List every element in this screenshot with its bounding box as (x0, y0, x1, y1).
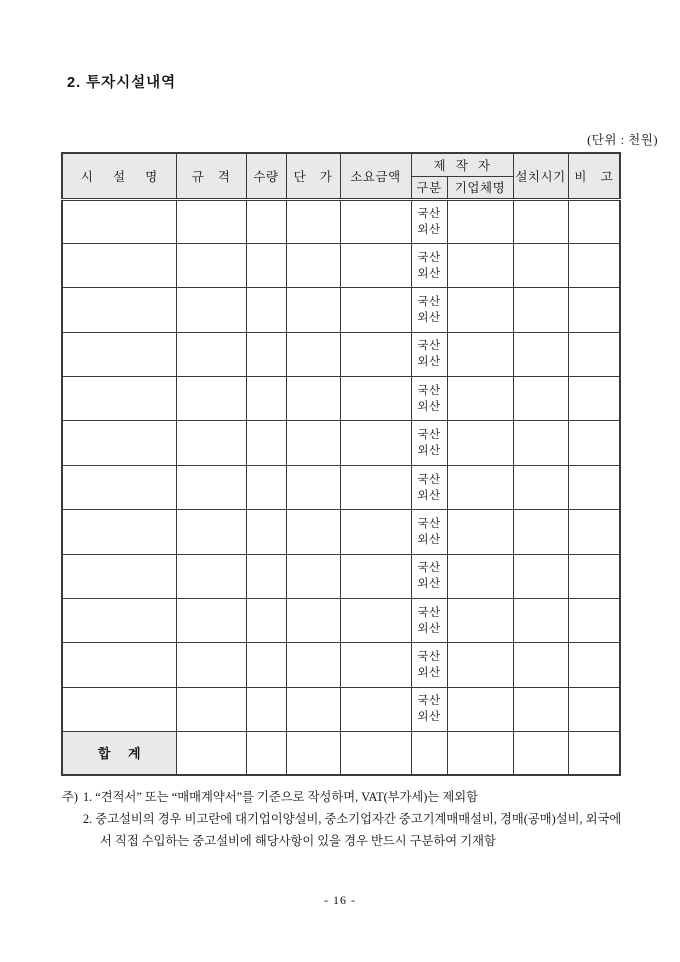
header-unit-price: 단 가 (286, 153, 340, 199)
header-company-name: 기업체명 (447, 176, 513, 199)
table-header (62, 153, 620, 199)
cell-company-name (447, 288, 513, 332)
cell-facility-name (62, 510, 176, 554)
cell-company-name (447, 465, 513, 509)
cell-company-name (447, 510, 513, 554)
division-foreign-label: 외산 (417, 489, 441, 502)
cell-install-time (513, 554, 568, 598)
cell-division (411, 377, 447, 421)
table-row (62, 243, 620, 287)
cell-amount (340, 554, 411, 598)
cell-amount (340, 288, 411, 332)
cell-company-name (447, 554, 513, 598)
cell-remarks (568, 554, 620, 598)
cell-amount (340, 199, 411, 243)
cell-facility-name (62, 288, 176, 332)
cell-amount (340, 599, 411, 643)
table-row (62, 465, 620, 509)
cell-unit-price (286, 288, 340, 332)
cell-division (411, 554, 447, 598)
table-row (62, 377, 620, 421)
total-label-cell: 합 계 (62, 732, 176, 775)
cell-division (411, 599, 447, 643)
cell-remarks (568, 243, 620, 287)
cell-quantity (246, 421, 286, 465)
table-row (62, 554, 620, 598)
cell-spec (176, 687, 246, 731)
footnote-item-1: 1. “견적서” 또는 “매매계약서”를 기준으로 작성하며, VAT(부가세)는 제외함 (82, 790, 478, 804)
cell-company-name (447, 687, 513, 731)
cell-company-name (447, 643, 513, 687)
cell-install-time (513, 243, 568, 287)
division-foreign-label: 외산 (417, 667, 441, 680)
cell-remarks (568, 288, 620, 332)
division-foreign-label: 외산 (417, 223, 441, 236)
division-domestic-label: 국산 (417, 251, 441, 264)
table-row (62, 510, 620, 554)
cell-facility-name (62, 687, 176, 731)
cell-amount (340, 243, 411, 287)
division-domestic-label: 국산 (417, 651, 441, 664)
cell-spec (176, 554, 246, 598)
cell-division (411, 643, 447, 687)
cell-quantity (246, 377, 286, 421)
page-number: - 16 - (324, 893, 356, 907)
header-division: 구분 (411, 176, 447, 199)
division-domestic-label: 국산 (417, 340, 441, 353)
cell-remarks (568, 465, 620, 509)
cell-quantity (246, 599, 286, 643)
division-foreign-label: 외산 (417, 711, 441, 724)
cell-quantity (246, 332, 286, 376)
cell-unit-price (286, 643, 340, 687)
division-domestic-label: 국산 (417, 207, 441, 220)
table-row (62, 643, 620, 687)
cell-install-time (513, 332, 568, 376)
cell-remarks (568, 377, 620, 421)
division-foreign-label: 외산 (417, 445, 441, 458)
cell-install-time (513, 199, 568, 243)
cell-remarks (568, 421, 620, 465)
header-amount: 소요금액 (340, 153, 411, 199)
cell-amount (340, 643, 411, 687)
cell-quantity (246, 288, 286, 332)
cell-quantity (246, 643, 286, 687)
cell-quantity (246, 199, 286, 243)
cell-quantity (246, 687, 286, 731)
division-domestic-label: 국산 (417, 695, 441, 708)
total-install-cell (513, 732, 568, 775)
cell-division (411, 687, 447, 731)
cell-facility-name (62, 421, 176, 465)
cell-division (411, 288, 447, 332)
investment-table (61, 152, 621, 776)
cell-remarks (568, 199, 620, 243)
total-division-cell (411, 732, 447, 775)
cell-company-name (447, 332, 513, 376)
cell-division (411, 199, 447, 243)
cell-spec (176, 332, 246, 376)
cell-division (411, 510, 447, 554)
cell-spec (176, 465, 246, 509)
total-unit-price-cell (286, 732, 340, 775)
cell-spec (176, 199, 246, 243)
cell-unit-price (286, 599, 340, 643)
cell-spec (176, 243, 246, 287)
cell-install-time (513, 510, 568, 554)
cell-company-name (447, 243, 513, 287)
division-foreign-label: 외산 (417, 400, 441, 413)
header-facility-name: 시 설 명 (62, 153, 176, 199)
cell-install-time (513, 288, 568, 332)
cell-facility-name (62, 599, 176, 643)
cell-spec (176, 421, 246, 465)
table-row (62, 687, 620, 731)
cell-amount (340, 465, 411, 509)
cell-remarks (568, 687, 620, 731)
cell-unit-price (286, 510, 340, 554)
footnote-item-2: 2. 중고설비의 경우 비고란에 대기업이양설비, 중소기업자간 중고기계매매설비, 경매(공매)설비, 외국에서 직접 수입하는 중고설비에 해당사항이 있을 경우 반드시 구분하여 기재함 (82, 812, 622, 848)
cell-remarks (568, 332, 620, 376)
cell-company-name (447, 199, 513, 243)
division-foreign-label: 외산 (417, 356, 441, 369)
table-row (62, 599, 620, 643)
total-remarks-cell (568, 732, 620, 775)
cell-division (411, 465, 447, 509)
cell-install-time (513, 377, 568, 421)
cell-facility-name (62, 643, 176, 687)
cell-remarks (568, 510, 620, 554)
header-quantity: 수량 (246, 153, 286, 199)
footnote-items (83, 786, 628, 852)
cell-spec (176, 599, 246, 643)
cell-facility-name (62, 554, 176, 598)
total-spec-cell (176, 732, 246, 775)
total-amount-cell (340, 732, 411, 775)
cell-unit-price (286, 332, 340, 376)
cell-quantity (246, 510, 286, 554)
cell-quantity (246, 465, 286, 509)
cell-unit-price (286, 465, 340, 509)
cell-install-time (513, 465, 568, 509)
cell-company-name (447, 599, 513, 643)
cell-facility-name (62, 243, 176, 287)
division-domestic-label: 국산 (417, 473, 441, 486)
cell-division (411, 332, 447, 376)
cell-unit-price (286, 421, 340, 465)
cell-amount (340, 377, 411, 421)
cell-quantity (246, 554, 286, 598)
cell-division (411, 243, 447, 287)
cell-company-name (447, 377, 513, 421)
cell-spec (176, 377, 246, 421)
header-spec: 규 격 (176, 153, 246, 199)
table-row (62, 332, 620, 376)
division-domestic-label: 국산 (417, 429, 441, 442)
table-row (62, 421, 620, 465)
division-foreign-label: 외산 (417, 578, 441, 591)
investment-table-container (61, 152, 621, 776)
cell-amount (340, 687, 411, 731)
division-domestic-label: 국산 (417, 562, 441, 575)
division-foreign-label: 외산 (417, 622, 441, 635)
header-manufacturer: 제 작 자 (411, 153, 513, 176)
unit-label: (단위 : 천원) (587, 133, 658, 147)
division-foreign-label: 외산 (417, 311, 441, 324)
cell-install-time (513, 421, 568, 465)
cell-division (411, 421, 447, 465)
total-row (62, 732, 620, 775)
cell-spec (176, 643, 246, 687)
cell-unit-price (286, 243, 340, 287)
division-domestic-label: 국산 (417, 295, 441, 308)
footnote-prefix: 주) (62, 790, 78, 804)
total-quantity-cell (246, 732, 286, 775)
header-install-time: 설치시기 (513, 153, 568, 199)
cell-facility-name (62, 377, 176, 421)
cell-facility-name (62, 199, 176, 243)
cell-amount (340, 332, 411, 376)
cell-remarks (568, 599, 620, 643)
division-domestic-label: 국산 (417, 384, 441, 397)
cell-quantity (246, 243, 286, 287)
cell-company-name (447, 421, 513, 465)
header-remarks: 비 고 (568, 153, 620, 199)
table-row (62, 199, 620, 243)
cell-install-time (513, 599, 568, 643)
cell-unit-price (286, 377, 340, 421)
cell-install-time (513, 643, 568, 687)
cell-unit-price (286, 199, 340, 243)
page-title: 2. 투자시설내역 (67, 75, 177, 91)
division-domestic-label: 국산 (417, 517, 441, 530)
cell-install-time (513, 687, 568, 731)
division-domestic-label: 국산 (417, 606, 441, 619)
table-body (62, 199, 620, 732)
division-foreign-label: 외산 (417, 533, 441, 546)
cell-amount (340, 510, 411, 554)
total-company-cell (447, 732, 513, 775)
cell-unit-price (286, 687, 340, 731)
footnotes (62, 786, 628, 852)
cell-spec (176, 288, 246, 332)
cell-spec (176, 510, 246, 554)
cell-facility-name (62, 465, 176, 509)
cell-facility-name (62, 332, 176, 376)
cell-unit-price (286, 554, 340, 598)
table-row (62, 288, 620, 332)
cell-amount (340, 421, 411, 465)
division-foreign-label: 외산 (417, 267, 441, 280)
cell-remarks (568, 643, 620, 687)
